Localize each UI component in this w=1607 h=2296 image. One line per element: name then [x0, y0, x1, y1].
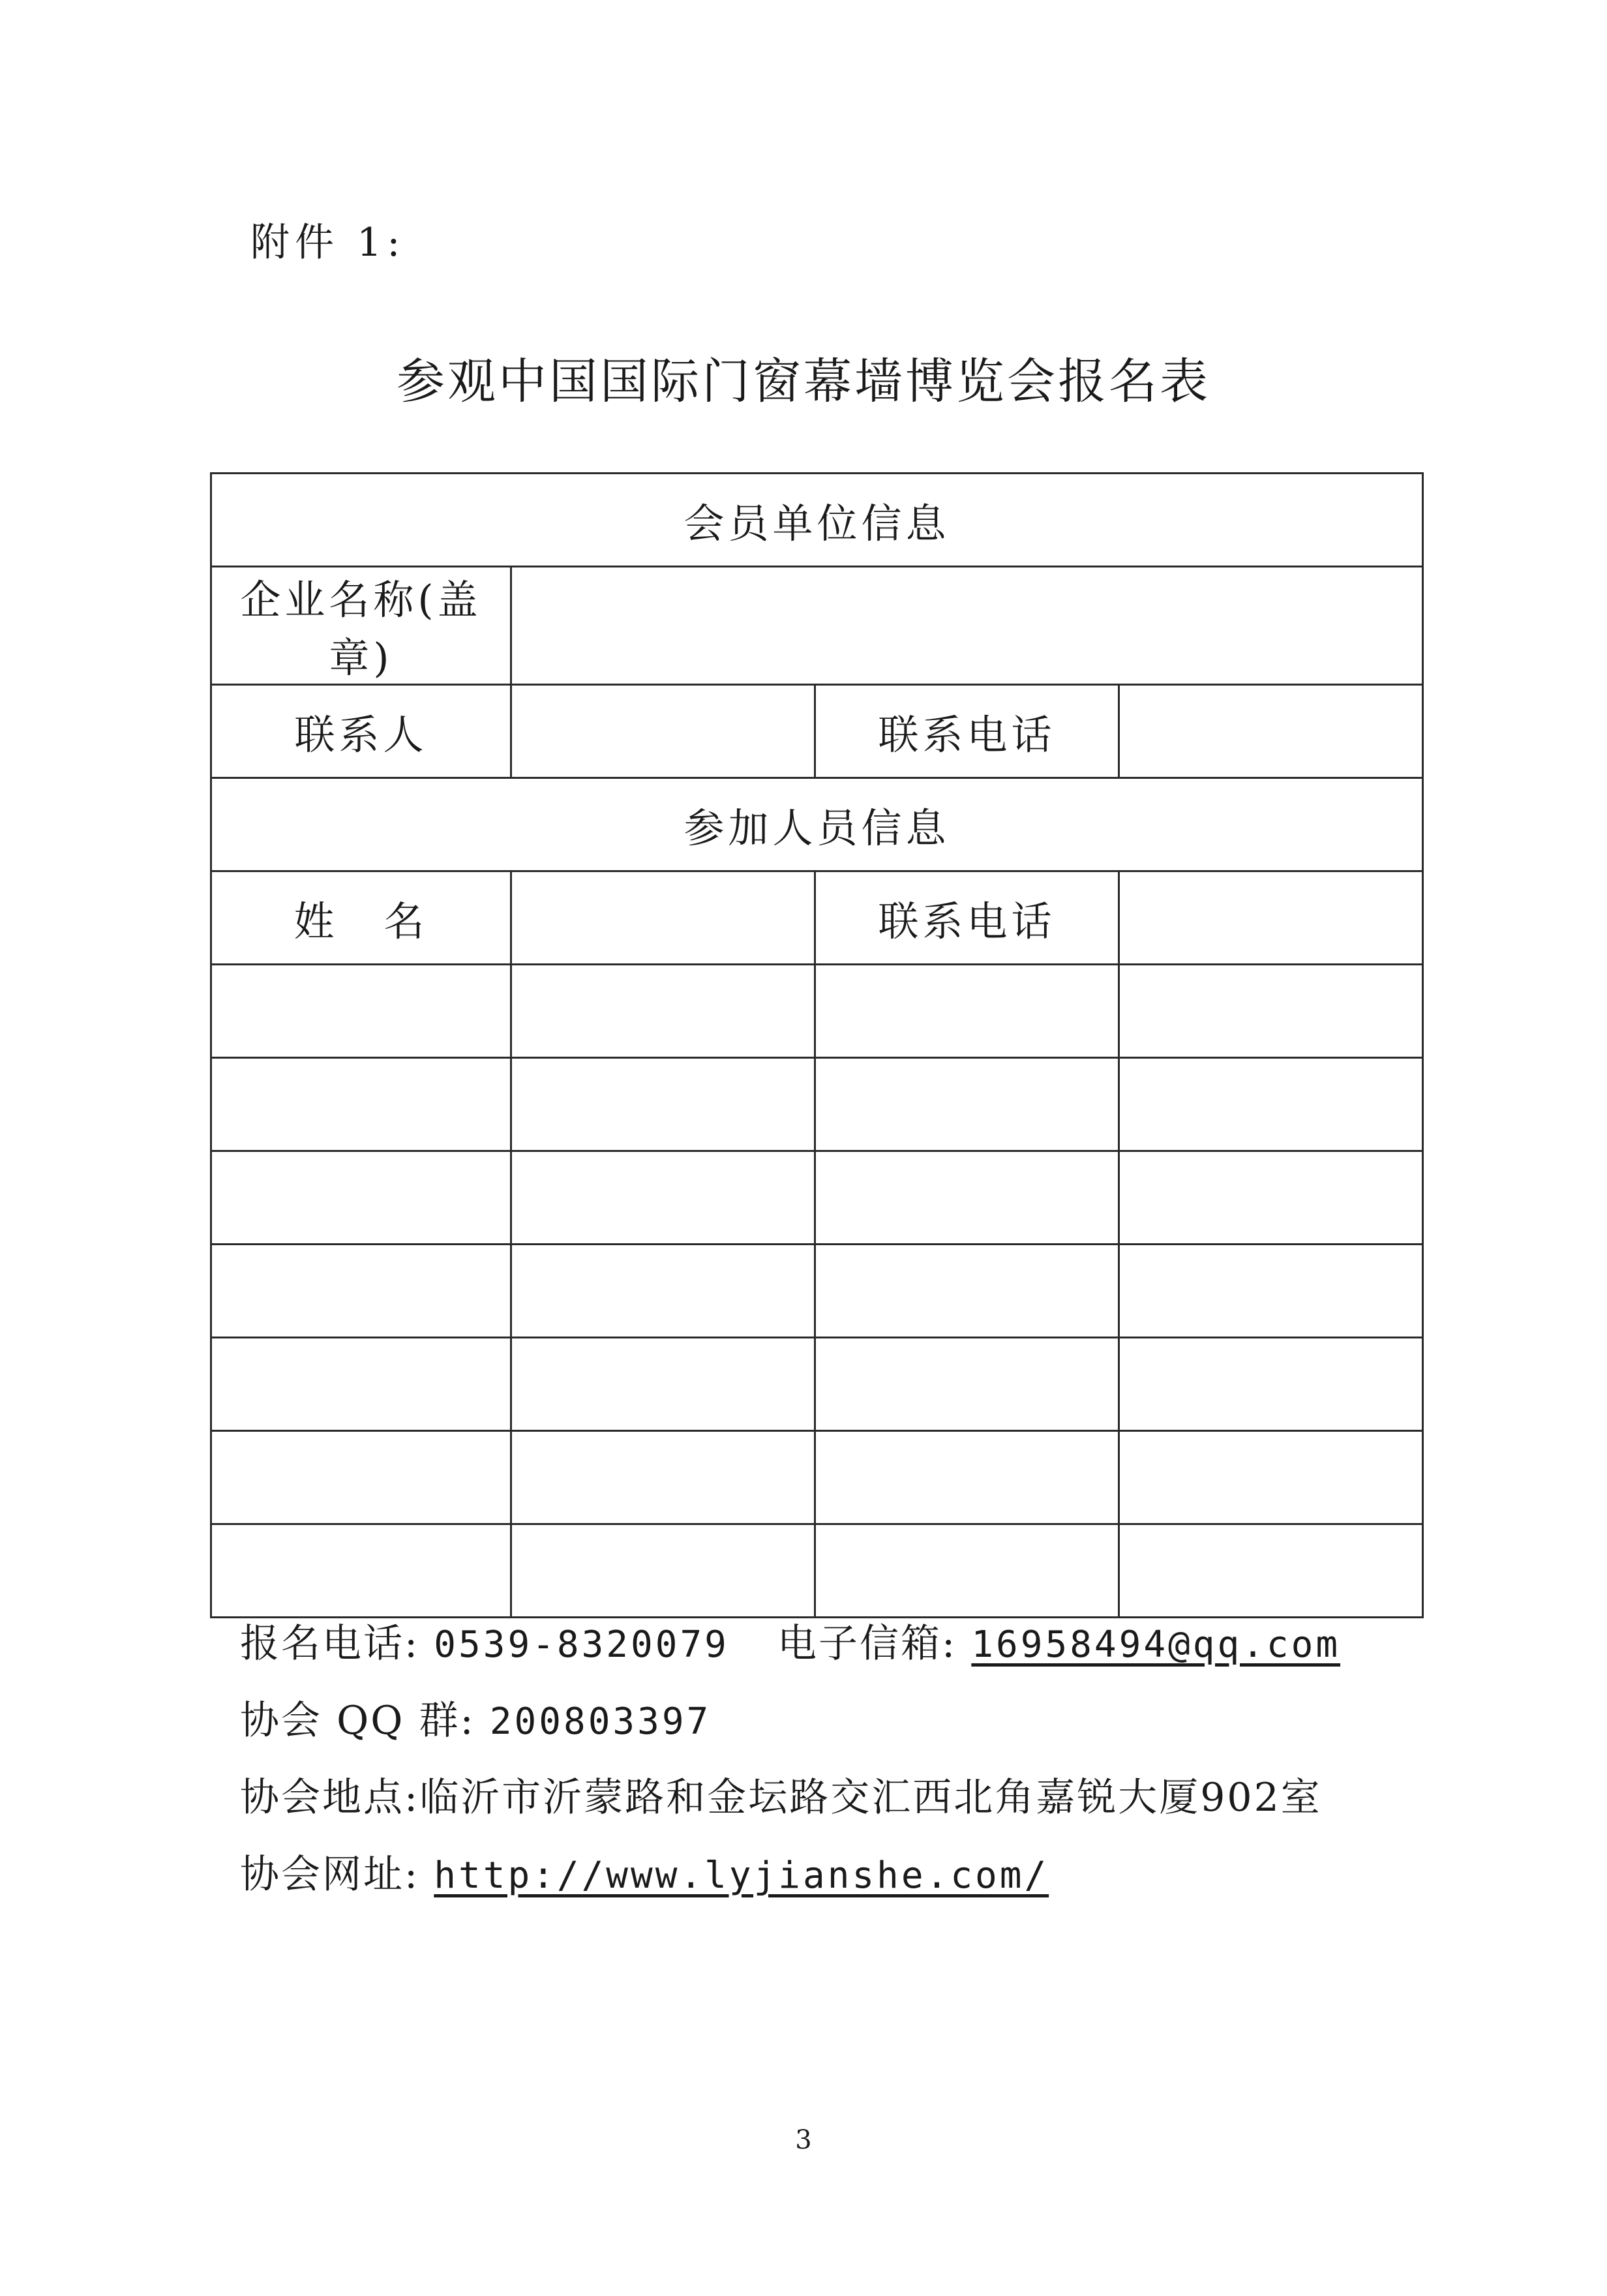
attachment-label: 附件 1: [250, 220, 406, 265]
participant-cell[interactable] [511, 1524, 815, 1618]
email-link[interactable]: 16958494@qq.com [971, 1624, 1341, 1666]
participant-cell[interactable] [815, 1338, 1119, 1431]
qq-group-line [240, 1689, 711, 1745]
company-name-field[interactable] [511, 567, 1423, 685]
qq-group-value: 200803397 [489, 1700, 712, 1743]
participant-cell[interactable] [511, 965, 815, 1058]
participant-cell[interactable] [815, 1151, 1119, 1245]
participant-phone-field[interactable] [1119, 871, 1423, 965]
registration-form-table [210, 472, 1424, 1618]
participant-row [211, 1151, 1423, 1245]
participant-cell[interactable] [211, 1338, 511, 1431]
participant-name-field[interactable] [511, 871, 815, 965]
participant-cell[interactable] [1119, 965, 1423, 1058]
participant-cell[interactable] [511, 1058, 815, 1151]
website-line [240, 1843, 1049, 1899]
participant-cell[interactable] [1119, 1431, 1423, 1524]
participant-name-label [211, 871, 511, 965]
page-number: 3 [795, 2125, 812, 2155]
website-link[interactable]: http://www.lyjianshe.com/ [434, 1854, 1049, 1897]
participant-row [211, 1524, 1423, 1618]
participant-cell[interactable] [815, 1524, 1119, 1618]
participant-cell[interactable] [211, 1524, 511, 1618]
participant-cell[interactable] [511, 1151, 815, 1245]
contact-phone-field[interactable] [1119, 685, 1423, 778]
participant-cell[interactable] [815, 965, 1119, 1058]
participant-row [211, 1338, 1423, 1431]
participant-cell[interactable] [511, 1431, 815, 1524]
participant-cell[interactable] [815, 1245, 1119, 1338]
registration-phone-value: 0539-8320079 [434, 1624, 729, 1666]
participant-row [211, 1431, 1423, 1524]
registration-phone-line [240, 1612, 1340, 1669]
name-label-char-2: 名 [383, 897, 428, 945]
participant-cell[interactable] [511, 1245, 815, 1338]
participant-cell[interactable] [815, 1058, 1119, 1151]
participant-cell[interactable] [211, 965, 511, 1058]
participant-row [211, 965, 1423, 1058]
contact-person-label: 联系人 [211, 685, 511, 778]
contact-person-field[interactable] [511, 685, 815, 778]
address-line [240, 1766, 1322, 1822]
participant-cell[interactable] [211, 1245, 511, 1338]
email-label: 电子信箱: [777, 1621, 957, 1667]
participant-cell[interactable] [211, 1151, 511, 1245]
address-label: 协会地点: [240, 1775, 420, 1820]
company-name-label: 企业名称(盖章) [211, 567, 511, 685]
section-participants-header: 参加人员信息 [211, 778, 1423, 871]
participant-cell[interactable] [1119, 1058, 1423, 1151]
registration-phone-label: 报名电话: [240, 1621, 420, 1667]
participant-phone-label: 联系电话 [815, 871, 1119, 965]
participant-cell[interactable] [815, 1431, 1119, 1524]
participant-cell[interactable] [511, 1338, 815, 1431]
page-title: 参观中国国际门窗幕墙博览会报名表 [397, 354, 1210, 410]
participant-row [211, 1245, 1423, 1338]
contact-phone-label: 联系电话 [815, 685, 1119, 778]
participant-cell[interactable] [1119, 1524, 1423, 1618]
participant-row [211, 1058, 1423, 1151]
participant-cell[interactable] [1119, 1245, 1423, 1338]
name-label-char-1: 姓 [293, 897, 338, 945]
qq-group-label: 协会 QQ 群: [240, 1698, 475, 1744]
participant-cell[interactable] [211, 1431, 511, 1524]
address-value: 临沂市沂蒙路和金坛路交汇西北角嘉锐大厦902室 [419, 1775, 1322, 1820]
section-member-info-header: 会员单位信息 [211, 474, 1423, 567]
participant-cell[interactable] [211, 1058, 511, 1151]
participant-cell[interactable] [1119, 1338, 1423, 1431]
website-label: 协会网址: [240, 1852, 420, 1897]
participant-cell[interactable] [1119, 1151, 1423, 1245]
